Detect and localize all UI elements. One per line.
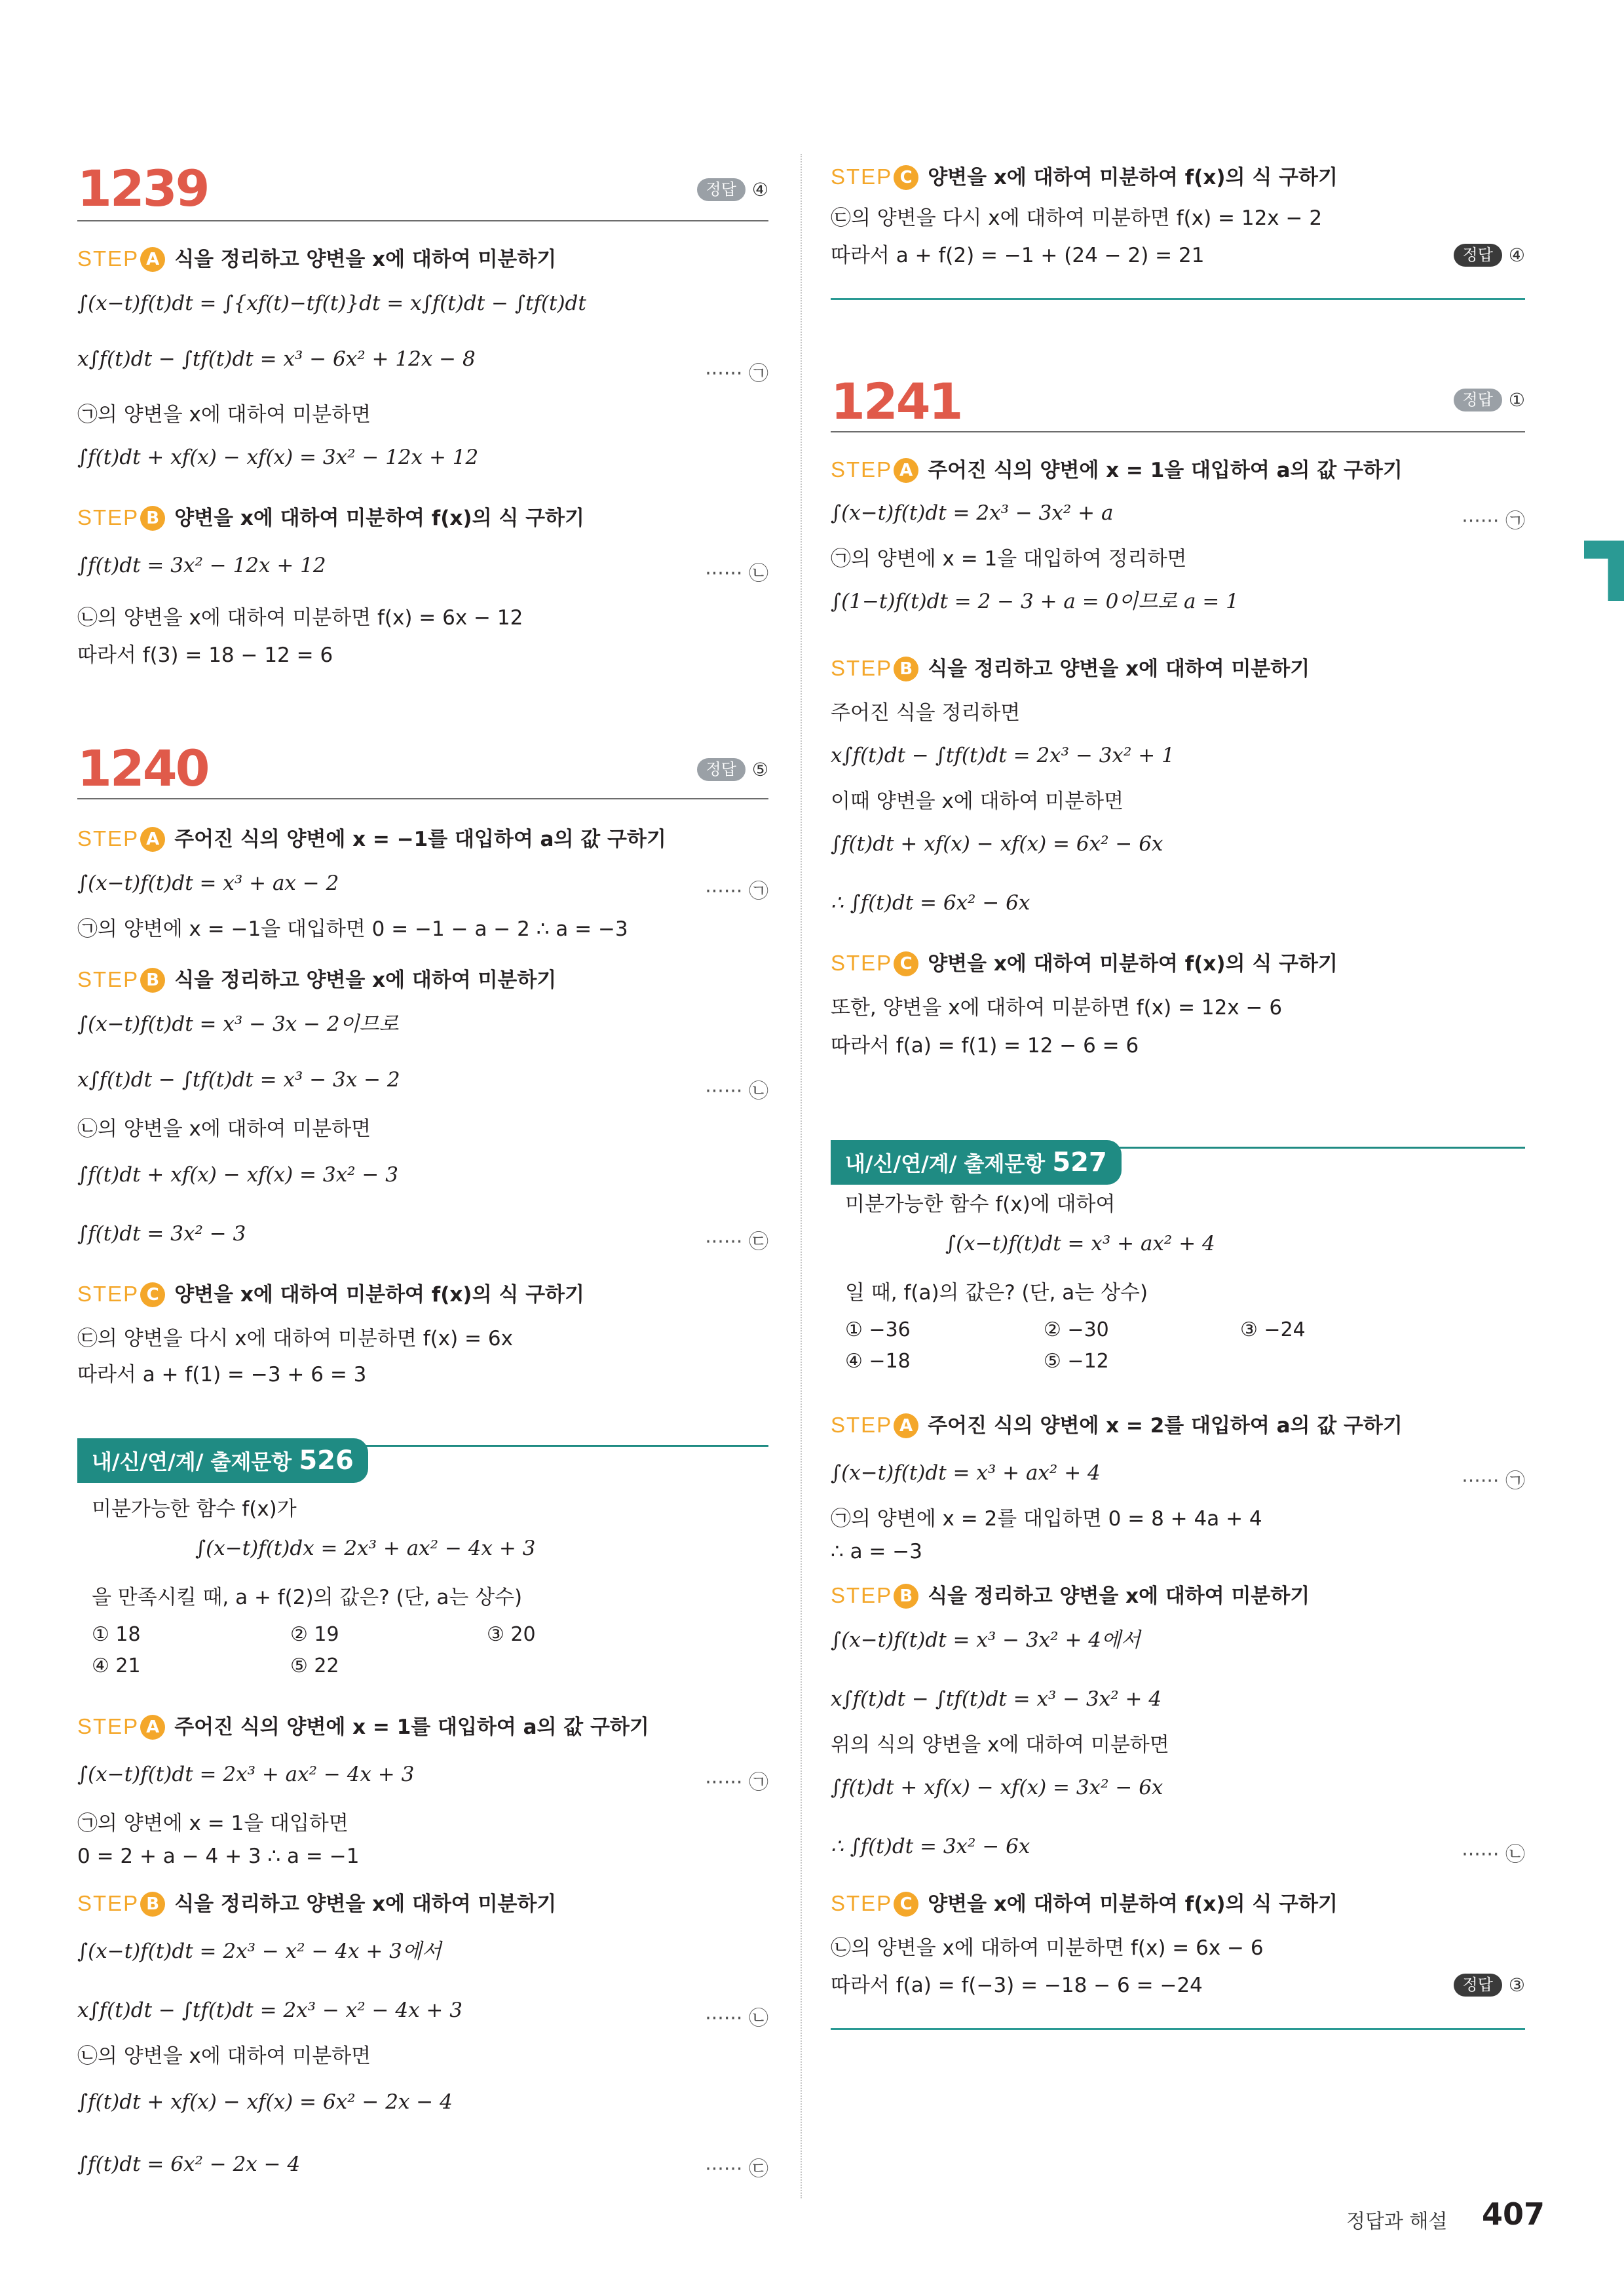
problem-number: 1241	[831, 372, 962, 430]
equation-marker: ······ ㉠	[1462, 510, 1525, 533]
equation-line: x∫f(t)dt − ∫tf(t)dt = x³ − 3x² + 4	[831, 1687, 1162, 1711]
step-c-heading	[831, 1890, 1338, 1917]
equation-line: x∫f(t)dt − ∫tf(t)dt = 2x³ − x² − 4x + 3	[77, 1999, 463, 2022]
step-label: STEP	[77, 1282, 140, 1306]
title-rule	[77, 798, 768, 799]
step-b-heading	[77, 1890, 556, 1917]
answer-tag	[1454, 389, 1525, 411]
step-letter-badge: A	[894, 1413, 918, 1438]
equation-marker: ······ ㉠	[705, 362, 768, 385]
choice-3: ③ −24	[1240, 1318, 1306, 1341]
text-line: 주어진 식을 정리하면	[831, 701, 1021, 725]
step-label: STEP	[77, 967, 140, 991]
equation-marker: ······ ㉠	[1462, 1470, 1525, 1493]
step-letter-badge: A	[140, 827, 165, 852]
equation-line: ∫f(t)dt = 3x² − 12x + 12	[77, 554, 326, 577]
equation-line: ∴ ∫f(t)dt = 6x² − 6x	[831, 891, 1030, 915]
answer-value: ①	[1508, 389, 1525, 411]
choice-1: ① 18	[92, 1623, 141, 1646]
equation-marker: ······ ㉡	[705, 1080, 768, 1103]
step-title: 식을 정리하고 양변을 x에 대하여 미분하기	[928, 1584, 1310, 1608]
equation-line: ∫f(t)dt + xf(x) − xf(x) = 6x² − 6x	[831, 832, 1163, 856]
equation-marker: ······ ㉠	[705, 880, 768, 903]
step-letter-badge: C	[894, 1892, 918, 1917]
page-number: 407	[1482, 2196, 1545, 2232]
text-line: ㉢의 양변을 다시 x에 대하여 미분하면 f(x) = 6x	[77, 1327, 513, 1350]
step-title: 식을 정리하고 양변을 x에 대하여 미분하기	[174, 248, 557, 271]
step-title: 양변을 x에 대하여 미분하여 f(x)의 식 구하기	[174, 1283, 584, 1307]
step-a-heading	[77, 1713, 649, 1740]
text-line: ㉠의 양변에 x = −1을 대입하면 0 = −1 − a − 2 ∴ a = −3	[77, 917, 628, 941]
equation-line: ∫(x−t)f(t)dt = 2x³ + ax² − 4x + 3	[77, 1763, 415, 1786]
step-a-heading	[77, 246, 556, 272]
text-line: ㉠의 양변에 x = 1을 대입하면	[77, 1812, 349, 1835]
column-divider	[801, 154, 802, 2198]
text-line: 위의 식의 양변을 x에 대하여 미분하면	[831, 1733, 1169, 1757]
equation-line: ∫f(t)dt = 3x² − 3	[77, 1222, 246, 1246]
equation-line: ∫f(t)dt + xf(x) − xf(x) = 3x² − 6x	[831, 1776, 1163, 1799]
answer-tag	[697, 178, 768, 201]
footer-label: 정답과 해설	[1346, 2210, 1448, 2233]
equation-marker: ······ ㉡	[1462, 1843, 1525, 1866]
step-c-heading	[831, 950, 1338, 976]
equation-line: ∫f(t)dt + xf(x) − xf(x) = 6x² − 2x − 4	[77, 2090, 453, 2114]
equation-line: ∫(x−t)f(t)dt = x³ − 3x − 2이므로	[77, 1012, 399, 1036]
equation-line: ∫(x−t)f(t)dt = ∫{xf(t)−tf(t)}dt = x∫f(t)dt − ∫tf(t)dt	[77, 292, 586, 315]
answer-tag	[1454, 244, 1525, 267]
step-title: 식을 정리하고 양변을 x에 대하여 미분하기	[928, 657, 1310, 681]
step-a-heading	[77, 826, 666, 852]
step-b-heading	[831, 1582, 1310, 1609]
equation-marker: ······ ㉡	[705, 2007, 768, 2030]
text-line: ㉢의 양변을 다시 x에 대하여 미분하면 f(x) = 12x − 2	[831, 206, 1323, 230]
answer-label: 정답	[697, 758, 746, 781]
step-letter-badge: B	[140, 968, 165, 993]
header-label: 내/신/연/계/ 출제문항	[92, 1449, 292, 1474]
step-letter-badge: B	[894, 1584, 918, 1609]
text-line: 따라서 a + f(2) = −1 + (24 − 2) = 21	[831, 244, 1205, 267]
text-line: 따라서 f(3) = 18 − 12 = 6	[77, 643, 333, 667]
text-line: ㉡의 양변을 x에 대하여 미분하면 f(x) = 6x − 6	[831, 1936, 1264, 1960]
problem-number: 1240	[77, 739, 208, 797]
header-label: 내/신/연/계/ 출제문항	[845, 1151, 1046, 1176]
choice-5: ⑤ −12	[1044, 1350, 1109, 1373]
step-letter-badge: C	[894, 165, 918, 190]
step-label: STEP	[831, 1891, 893, 1915]
equation-line: ∴ ∫f(t)dt = 3x² − 6x	[831, 1835, 1030, 1858]
step-label: STEP	[831, 457, 893, 482]
answer-label: 정답	[1454, 244, 1502, 267]
equation-line: ∫(x−t)f(t)dt = x³ + ax² + 4	[831, 1461, 1101, 1485]
step-letter-badge: A	[140, 247, 165, 272]
text-line: 이때 양변을 x에 대하여 미분하면	[831, 790, 1124, 813]
text-line: ㉠의 양변에 x = 2를 대입하면 0 = 8 + 4a + 4	[831, 1507, 1262, 1531]
equation-marker: ······ ㉢	[705, 2158, 768, 2181]
equation-marker: ······ ㉡	[705, 562, 768, 585]
question-text: 미분가능한 함수 f(x)에 대하여	[845, 1193, 1116, 1216]
linked-question-header	[831, 1140, 1122, 1185]
equation-line: x∫f(t)dt − ∫tf(t)dt = 2x³ − 3x² + 1	[831, 744, 1175, 767]
question-text: 을 만족시킬 때, a + f(2)의 값은? (단, a는 상수)	[92, 1586, 523, 1609]
step-title: 주어진 식의 양변에 x = −1를 대입하여 a의 값 구하기	[174, 828, 666, 851]
step-label: STEP	[831, 1413, 893, 1437]
step-label: STEP	[831, 164, 893, 189]
step-title: 양변을 x에 대하여 미분하여 f(x)의 식 구하기	[928, 952, 1338, 976]
step-title: 식을 정리하고 양변을 x에 대하여 미분하기	[174, 1892, 557, 1916]
step-letter-badge: A	[894, 458, 918, 483]
step-a-heading	[831, 1412, 1403, 1438]
choice-2: ② 19	[290, 1623, 339, 1646]
answer-label: 정답	[697, 178, 746, 201]
equation-line: ∫(x−t)f(t)dt = 2x³ − 3x² + a	[831, 501, 1114, 525]
step-b-heading	[77, 966, 556, 993]
choice-1: ① −36	[845, 1318, 911, 1341]
step-title: 주어진 식의 양변에 x = 1을 대입하여 a의 값 구하기	[928, 459, 1403, 482]
step-label: STEP	[77, 505, 140, 529]
title-rule	[831, 431, 1525, 432]
question-equation: ∫(x−t)f(t)dx = 2x³ + ax² − 4x + 3	[195, 1537, 536, 1560]
choice-5: ⑤ 22	[290, 1655, 339, 1677]
answer-label: 정답	[1454, 389, 1502, 411]
equation-line: ∫f(t)dt = 6x² − 2x − 4	[77, 2152, 301, 2176]
answer-tag	[697, 758, 768, 781]
equation-line: ∫(x−t)f(t)dt = x³ − 3x² + 4에서	[831, 1628, 1141, 1652]
step-title: 양변을 x에 대하여 미분하여 f(x)의 식 구하기	[928, 166, 1338, 189]
answer-tag	[1454, 1974, 1525, 1997]
step-letter-badge: B	[140, 1892, 165, 1917]
step-title: 주어진 식의 양변에 x = 2를 대입하여 a의 값 구하기	[928, 1414, 1403, 1438]
step-title: 양변을 x에 대하여 미분하여 f(x)의 식 구하기	[928, 1892, 1338, 1916]
text-line: ㉡의 양변을 x에 대하여 미분하면	[77, 1117, 371, 1141]
question-number: 526	[299, 1445, 354, 1476]
choice-4: ④ 21	[92, 1655, 141, 1677]
text-line: 따라서 f(a) = f(1) = 12 − 6 = 6	[831, 1034, 1139, 1058]
question-text: 미분가능한 함수 f(x)가	[92, 1497, 297, 1521]
section-end-rule	[831, 2028, 1525, 2030]
equation-line: ∫(x−t)f(t)dt = x³ + ax − 2	[77, 871, 339, 895]
question-text: 일 때, f(a)의 값은? (단, a는 상수)	[845, 1281, 1148, 1305]
text-line: ㉡의 양변을 x에 대하여 미분하면 f(x) = 6x − 12	[77, 606, 523, 630]
question-equation: ∫(x−t)f(t)dt = x³ + ax² + 4	[945, 1232, 1215, 1255]
step-label: STEP	[831, 1583, 893, 1607]
step-label: STEP	[831, 656, 893, 680]
step-c-heading	[77, 1281, 584, 1307]
step-label: STEP	[77, 246, 140, 271]
text-line: 또한, 양변을 x에 대하여 미분하면 f(x) = 12x − 6	[831, 996, 1283, 1020]
equation-marker: ······ ㉢	[705, 1231, 768, 1253]
title-rule	[77, 220, 768, 221]
text-line: ㉡의 양변을 x에 대하여 미분하면	[77, 2044, 371, 2068]
step-label: STEP	[77, 1714, 140, 1738]
equation-line: ∫f(t)dt + xf(x) − xf(x) = 3x² − 12x + 12	[77, 446, 479, 469]
step-title: 양변을 x에 대하여 미분하여 f(x)의 식 구하기	[174, 507, 584, 530]
choice-3: ③ 20	[487, 1623, 536, 1646]
step-b-heading	[831, 655, 1310, 681]
chapter-tab-marker	[1584, 541, 1624, 601]
step-title: 식을 정리하고 양변을 x에 대하여 미분하기	[174, 968, 557, 992]
equation-line: x∫f(t)dt − ∫tf(t)dt = x³ − 6x² + 12x − 8	[77, 347, 476, 371]
linked-question-header	[77, 1438, 368, 1483]
text-line: 따라서 a + f(1) = −3 + 6 = 3	[77, 1363, 367, 1387]
choice-2: ② −30	[1044, 1318, 1109, 1341]
step-label: STEP	[831, 951, 893, 975]
step-label: STEP	[77, 826, 140, 851]
text-line: ㉠의 양변에 x = 1을 대입하여 정리하면	[831, 547, 1187, 571]
answer-value: ③	[1508, 1974, 1525, 1996]
section-end-rule	[831, 298, 1525, 300]
answer-value: ④	[1508, 244, 1525, 266]
question-number: 527	[1052, 1147, 1107, 1177]
step-a-heading	[831, 457, 1403, 483]
answer-value: ⑤	[751, 758, 768, 780]
equation-line: ∫(x−t)f(t)dt = 2x³ − x² − 4x + 3에서	[77, 1940, 442, 1963]
text-line: 0 = 2 + a − 4 + 3 ∴ a = −1	[77, 1845, 360, 1868]
text-line: ㉠의 양변을 x에 대하여 미분하면	[77, 403, 371, 427]
step-letter-badge: B	[140, 506, 165, 531]
step-b-heading	[77, 505, 584, 531]
equation-line: ∫f(t)dt + xf(x) − xf(x) = 3x² − 3	[77, 1163, 398, 1187]
text-line: 따라서 f(a) = f(−3) = −18 − 6 = −24	[831, 1974, 1203, 1997]
step-letter-badge: A	[140, 1715, 165, 1740]
step-label: STEP	[77, 1891, 140, 1915]
step-letter-badge: B	[894, 657, 918, 681]
answer-value: ④	[751, 178, 768, 201]
answer-label: 정답	[1454, 1974, 1502, 1997]
text-line: ∴ a = −3	[831, 1540, 922, 1563]
step-letter-badge: C	[894, 951, 918, 976]
step-letter-badge: C	[140, 1282, 165, 1307]
step-c-heading	[831, 164, 1338, 190]
choice-4: ④ −18	[845, 1350, 911, 1373]
step-title: 주어진 식의 양변에 x = 1를 대입하여 a의 값 구하기	[174, 1715, 649, 1739]
equation-line: ∫(1−t)f(t)dt = 2 − 3 + a = 0이므로 a = 1	[831, 590, 1239, 613]
equation-line: x∫f(t)dt − ∫tf(t)dt = x³ − 3x − 2	[77, 1068, 400, 1092]
equation-marker: ······ ㉠	[705, 1771, 768, 1794]
problem-number: 1239	[77, 159, 208, 218]
